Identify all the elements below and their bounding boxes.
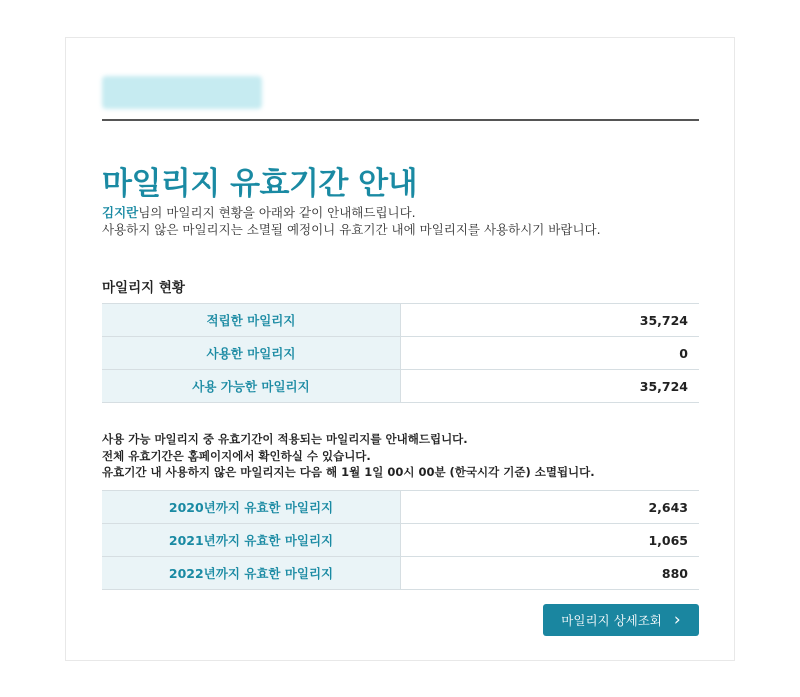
table-row (102, 557, 699, 590)
blurred-logo (102, 76, 262, 109)
expiry-table (102, 490, 699, 590)
row-label: 2022년까지 유효한 마일리지 (102, 557, 401, 590)
table-row (102, 304, 699, 337)
expiry-notice (102, 431, 595, 481)
header-divider (102, 119, 699, 121)
row-label: 사용 가능한 마일리지 (102, 370, 401, 403)
row-value: 2,643 (401, 491, 700, 524)
intro-text (102, 204, 601, 238)
mileage-status-table (102, 303, 699, 403)
row-label: 2020년까지 유효한 마일리지 (102, 491, 401, 524)
table-row (102, 337, 699, 370)
intro-line-2: 사용하지 않은 마일리지는 소멸될 예정이니 유효기간 내에 마일리지를 사용하시기 바랍니다. (102, 222, 601, 237)
table-row (102, 491, 699, 524)
intro-line-1 (102, 204, 601, 221)
mileage-status-heading: 마일리지 현황 (102, 280, 185, 296)
row-value: 1,065 (401, 524, 700, 557)
row-label: 적립한 마일리지 (102, 304, 401, 337)
button-label: 마일리지 상세조회 (561, 613, 662, 628)
row-value: 35,724 (401, 304, 700, 337)
intro-line-1-text: 님의 마일리지 현황을 아래와 같이 안내해드립니다. (138, 205, 416, 220)
mileage-detail-button[interactable] (543, 604, 699, 636)
row-value: 35,724 (401, 370, 700, 403)
page-title: 마일리지 유효기간 안내 (102, 166, 418, 202)
row-label: 사용한 마일리지 (102, 337, 401, 370)
notice-line: 유효기간 내 사용하지 않은 마일리지는 다음 해 1월 1일 00시 00분 (한국시각 기준) 소멸됩니다. (102, 465, 595, 479)
chevron-right-icon: › (673, 609, 681, 630)
row-label: 2021년까지 유효한 마일리지 (102, 524, 401, 557)
member-name: 김지란 (102, 205, 139, 220)
notice-line: 사용 가능 마일리지 중 유효기간이 적용되는 마일리지를 안내해드립니다. (102, 432, 468, 446)
table-row (102, 524, 699, 557)
table-row (102, 370, 699, 403)
notice-line: 전체 유효기간은 홈페이지에서 확인하실 수 있습니다. (102, 448, 371, 463)
row-value: 880 (401, 557, 700, 590)
row-value: 0 (401, 337, 700, 370)
